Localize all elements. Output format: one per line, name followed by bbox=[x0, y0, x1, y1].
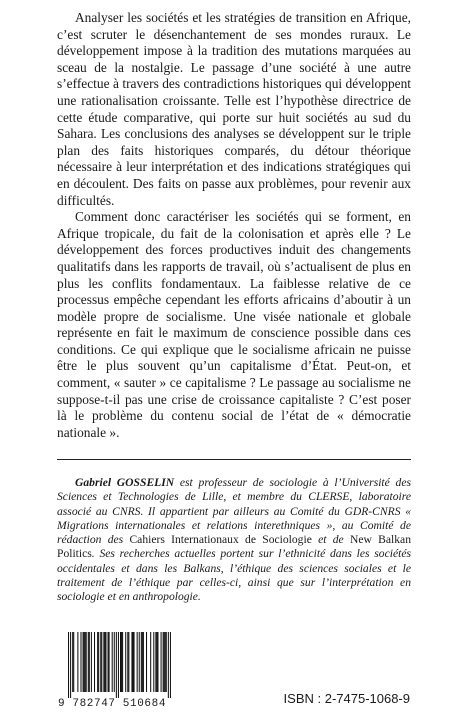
barcode-bar bbox=[142, 632, 143, 692]
barcode-bar bbox=[155, 632, 156, 692]
barcode-bar bbox=[68, 632, 69, 698]
author-name: Gabriel GOSSELIN bbox=[75, 476, 175, 489]
barcode-bar bbox=[146, 632, 147, 692]
barcode-bar bbox=[86, 632, 87, 692]
barcode-digits: 9 782747 510684 bbox=[58, 698, 167, 710]
barcode-bar bbox=[70, 632, 71, 698]
barcode-bar bbox=[132, 632, 133, 692]
barcode-bar bbox=[89, 632, 90, 692]
bio-text-3: . Ses recherches actuelles portent sur l’ethnicité dans les sociétés occidentales et dans les Balkans, l’éthique des sciences sociales et le traitement de l’éthique par celles-ci, ainsi que sur l’interprétation en sociologie et en anthropologie. bbox=[57, 547, 411, 604]
summary-paragraph-1: Analyser les sociétés et les stratégies de transition en Afrique, c’est scruter le désenchantement de ses mondes ruraux. Le développement impose à la tradition des mutations marquées au sceau de la nostalgie. Le passage d’une société à une autre s’effectue à travers des contradictions historiques qui développent une rationalisation croissante. Telle est l’hypothèse directrice de cette étude comparative, qui porte sur huit sociétés au sud du Sahara. Les conclusions des analyses se développent sur le triple plan des faits historiques comparés, du détour théorique nécessaire à leur interprétation et des indications stratégiques qui en découlent. Des faits on passe aux problèmes, pour revenir aux difficultés. bbox=[57, 10, 411, 208]
bio-text-1: est professeur de sociologie à l’Université des Sciences et Technologies de Lille, et membre du CLERSE, laboratoire associé au CNRS. Il appartient par ailleurs au Comité du GDR-CNRS « Migrations internationales et relations interethniques », au Comité de rédaction des bbox=[57, 476, 411, 547]
author-bio bbox=[57, 476, 411, 605]
barcode-bar bbox=[165, 632, 166, 692]
barcode-bar bbox=[141, 632, 142, 692]
barcode-bar bbox=[112, 632, 113, 692]
barcode-bar bbox=[98, 632, 99, 692]
barcode-bar bbox=[116, 632, 117, 698]
barcode-bar bbox=[121, 632, 122, 692]
isbn-label: ISBN : 2-7475-1068-9 bbox=[283, 691, 410, 706]
barcode-bar bbox=[100, 632, 101, 692]
summary-paragraph-2: Comment donc caractériser les sociétés qui se forment, en Afrique tropicale, du fait de la colonisation et après elle ? Le développement des forces productives induit des changements qualitatifs dans les rapports de travail, où s’actualisent de plus en plus les conflits fondamentaux. La faiblesse relative de ce processus empêche cependant les efforts africains d’aboutir à un modèle propre de socialisme. Une visée nationale et globale représente en fait le maximum de conscience possible dans ces conditions. Ce qui explique que le socialisme africain ne puisse être le plus souvent qu’un capitalisme d’État. Peut-on, et comment, « sauter » ce capitalisme ? Le passage au socialisme ne suppose-t-il pas une crise de croissance capitaliste ? C’est poser là le problème du contenu social de l’état de « démocratie nationale ». bbox=[57, 209, 411, 440]
barcode-bar bbox=[157, 632, 158, 692]
barcode-bar bbox=[84, 632, 85, 692]
summary-text bbox=[57, 10, 411, 441]
bio-text-2: et de bbox=[311, 533, 350, 547]
barcode-bar bbox=[118, 632, 119, 698]
barcode-bar bbox=[114, 632, 115, 692]
barcode-bar bbox=[108, 632, 109, 692]
barcode-bar bbox=[170, 632, 171, 698]
barcode-bars bbox=[68, 632, 172, 698]
barcode-bar bbox=[104, 632, 105, 692]
section-divider bbox=[57, 459, 411, 460]
barcode-bar bbox=[73, 632, 74, 692]
barcode-bar bbox=[156, 632, 157, 692]
barcode-bar bbox=[72, 632, 73, 692]
barcode-bar bbox=[128, 632, 129, 692]
barcode-bar bbox=[97, 632, 98, 692]
barcode-bar bbox=[122, 632, 123, 692]
barcode-bar bbox=[164, 632, 165, 692]
bio-journal-2: New Balkan Politics bbox=[57, 533, 411, 561]
barcode-bar bbox=[109, 632, 110, 692]
barcode-bar bbox=[134, 632, 135, 692]
barcode-bar bbox=[150, 632, 151, 692]
barcode-bar bbox=[77, 632, 78, 692]
barcode-bar bbox=[125, 632, 126, 692]
barcode-bar bbox=[166, 632, 167, 692]
barcode-bar bbox=[153, 632, 154, 692]
barcode-bar bbox=[163, 632, 164, 692]
barcode-bar bbox=[103, 632, 104, 692]
barcode-bar bbox=[83, 632, 84, 692]
barcode-bar bbox=[161, 632, 162, 692]
barcode-bar bbox=[105, 632, 106, 692]
barcode-bar bbox=[85, 632, 86, 692]
barcode-bar bbox=[88, 632, 89, 692]
barcode-bar bbox=[80, 632, 81, 692]
barcode bbox=[58, 632, 173, 712]
barcode-bar bbox=[120, 632, 121, 692]
barcode-bar bbox=[143, 632, 144, 692]
barcode-bar bbox=[101, 632, 102, 692]
barcode-bar bbox=[127, 632, 128, 692]
barcode-bar bbox=[168, 632, 169, 698]
barcode-bar bbox=[94, 632, 95, 692]
bio-journal-1: Cahiers Internationaux de Sociologie bbox=[129, 533, 312, 547]
barcode-bar bbox=[131, 632, 132, 692]
barcode-bar bbox=[137, 632, 138, 692]
barcode-bar bbox=[91, 632, 92, 692]
barcode-bar bbox=[139, 632, 140, 692]
